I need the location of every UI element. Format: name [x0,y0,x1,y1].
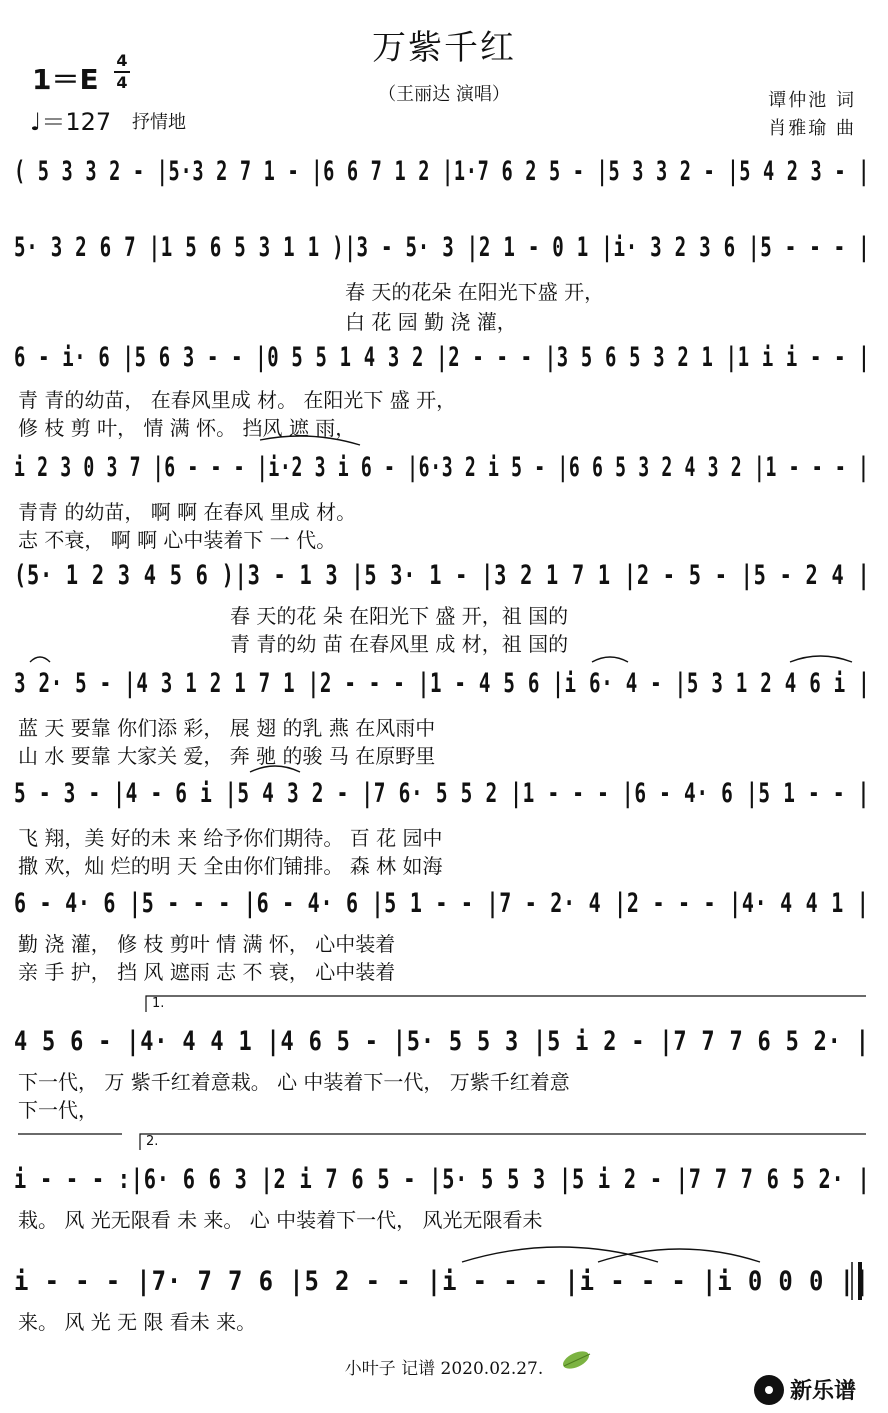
time-signature [114,52,130,92]
lyric-line: 栽。 风 光无限看 未 来。 心 中装着下一代， 风光无限看未 [18,1208,543,1232]
performer: （王丽达 演唱） [378,84,510,105]
lyric-line: 撒 欢，灿 烂的明 天 全由你们铺排。 森 林 如海 [18,854,443,878]
key-signature: 1＝E [32,63,99,96]
volta-2-label: 2. [146,1134,159,1149]
tie-arc [790,656,852,662]
lyric-line: 白 花 园 勤 浇 灌， [345,310,517,334]
volta-1-label: 1. [152,996,165,1011]
brand-name: 新乐谱 [790,1379,857,1404]
lyric-line: 青青 的幼苗， 啊 啊 在春风 里成 材。 [18,500,357,524]
notation-row: 4 5 6 - |4· 4 4 1 |4 6 5 - |5· 5 5 3 |5 i 2 - |7 7 7 6 5 2· | [14,1026,870,1057]
lyric-line: 青 青的幼苗， 在春风里成 材。 在阳光下 盛 开， [18,388,457,412]
notation-row: 6 - i· 6 |5 6 3 - - |0 5 5 1 4 3 2 |2 - - - |3 5 6 5 3 2 1 |1 i i - - | [14,342,871,373]
volta-1-bracket [146,996,866,1012]
brand-logo [754,1374,856,1405]
song-title: 万紫千红 [372,28,516,68]
notation-row: 6 - 4· 6 |5 - - - |6 - 4· 6 |5 1 - - |7 - 2· 4 |2 - - - |4· 4 4 1 | [14,888,870,919]
tempo-marking: ♩＝127 [30,108,112,136]
lyric-line: 山 水 要靠 大家关 爱， 奔 驰 的骏 马 在原野里 [18,744,436,768]
expression-marking: 抒情地 [132,112,186,133]
notation-row: i - - - :|6· 6 6 3 |2 i 7 6 5 - |5· 5 5 3 |5 i 2 - |7 7 7 6 5 2· | [14,1164,871,1195]
lyric-line: 青 青的幼 苗 在春风里 成 材，祖 国的 [230,632,569,656]
notation-row: (5· 1 2 3 4 5 6 )|3 - 1 3 |5 3· 1 - |3 2 1 7 1 |2 - 5 - |5 - 2 4 | [14,560,871,591]
tie-arc [598,1249,760,1262]
composer-credit: 肖雅瑜 曲 [768,118,856,139]
lyric-line: 下一代， [18,1098,98,1122]
lyric-line: 修 枝 剪 叶， 情 满 怀。 挡风 遮 雨， [18,416,356,440]
lyric-line: 春 天的花 朵 在阳光下 盛 开，祖 国的 [230,604,569,628]
lyric-line: 飞 翔，美 好的未 来 给予你们期待。 百 花 园中 [18,826,443,850]
lyricist-credit: 谭仲池 词 [768,90,856,111]
record-icon [754,1375,784,1405]
notation-row: i - - - |7· 7 7 6 |5 2 - - |i - - - |i - - - |i 0 0 0 || [14,1266,871,1297]
meter-bottom: 4 [116,73,128,92]
notation-row: 5 - 3 - |4 - 6 i |5 4 3 2 - |7 6· 5 5 2 |1 - - - |6 - 4· 6 |5 1 - - | [14,778,871,809]
lyric-line: 来。 风 光 无 限 看未 来。 [18,1310,257,1334]
notation-row: 3 2· 5 - |4 3 1 2 1 7 1 |2 - - - |1 - 4 5 6 |i 6· 4 - |5 3 1 2 4 6 i | [14,668,871,699]
transcriber-credit: 小叶子 记谱 2020.02.27. [344,1359,544,1379]
notation-row: i 2 3 0 3 7 |6 - - - |i·2 3 i 6 - |6·3 2 i 5 - |6 6 5 3 2 4 3 2 |1 - - - | [14,452,870,483]
lyric-line: 亲 手 护， 挡 风 遮雨 志 不 衰， 心中装着 [18,960,396,984]
lyric-line: 下一代， 万 紫千红着意栽。 心 中装着下一代， 万紫千红着意 [18,1070,570,1094]
lyric-line: 春 天的花朵 在阳光下盛 开， [345,280,605,304]
notation-row: 5· 3 2 6 7 |1 5 6 5 3 1 1 )|3 - 5· 3 |2 1 - 0 1 |i· 3 2 3 6 |5 - - - | [14,232,871,263]
lyric-line: 勤 浇 灌， 修 枝 剪叶 情 满 怀， 心中装着 [18,932,396,956]
notation-row: ( 5 3 3 2 - |5·3 2 7 1 - |6 6 7 1 2 |1·7 6 2 5 - |5 3 3 2 - |5 4 2 3 - | [14,156,871,187]
meter-top: 4 [116,51,128,70]
tie-arc [30,657,50,662]
lyric-line: 志 不衰， 啊 啊 心中装着下 一 代。 [18,528,337,552]
volta-2-bracket [140,1134,866,1150]
tie-arc [592,657,628,662]
lyric-line: 蓝 天 要靠 你们添 彩， 展 翅 的乳 燕 在风雨中 [18,716,436,740]
